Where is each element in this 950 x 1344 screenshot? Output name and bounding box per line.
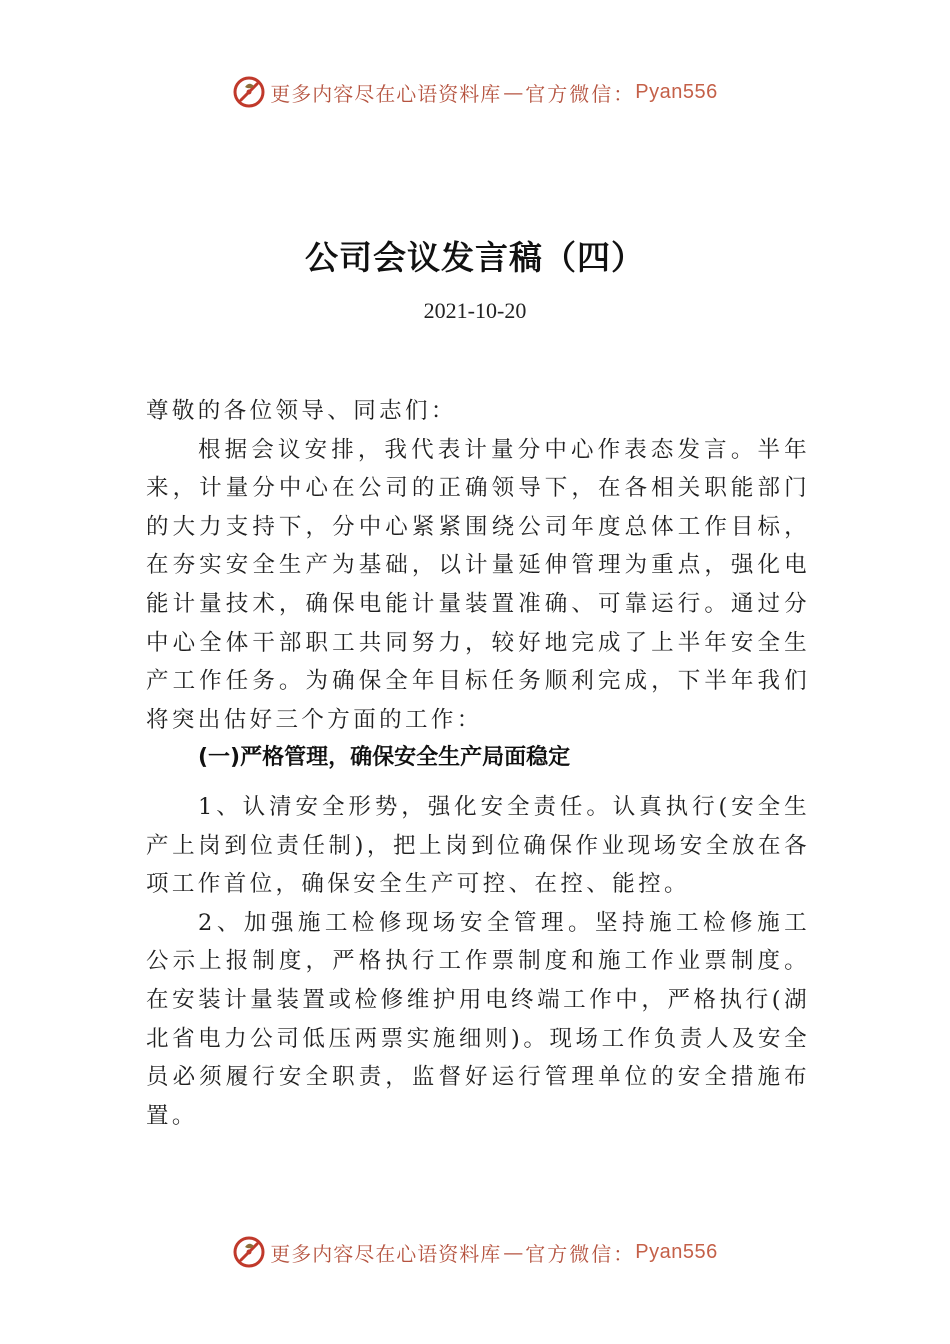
banner-contact-id: Pyan556 (635, 80, 718, 103)
brand-logo-icon (232, 75, 266, 109)
list-item: 2、加强施工检修现场安全管理。坚持施工检修施工公示上报制度，严格执行工作票制度和施工作业票制度。在安装计量装置或检修维护用电终端工作中，严格执行(湖北省电力公司低压两票实施细则)。现场工作负责人及安全员必须履行安全职责，监督好运行管理单位的安全措施布置。 (146, 909, 810, 1129)
list-item: 1、认清安全形势，强化安全责任。认真执行(安全生产上岗到位责任制)，把上岗到位确保作业现场安全放在各项工作首位，确保安全生产可控、在控、能控。 (146, 793, 810, 898)
document-date: 2021-10-20 (423, 298, 527, 323)
banner-separator: — (503, 80, 524, 104)
brand-logo-icon (232, 1235, 266, 1269)
banner-separator: — (503, 1240, 524, 1264)
intro-paragraph: 根据会议安排，我代表计量分中心作表态发言。半年来，计量分中心在公司的正确领导下，在各相关职能部门的大力支持下，分中心紧紧围绕公司年度总体工作目标，在夯实安全生产为基础，以计量延伸管理为重点，强化电能计量技术，确保电能计量装置准确、可靠运行。通过分中心全体干部职工共同努力，较好地完成了上半年安全生产工作任务。为确保全年目标任务顺利完成，下半年我们将突出估好三个方面的工作： (146, 436, 810, 733)
banner-contact-label: 官方微信： (525, 81, 636, 106)
header-banner (0, 72, 950, 112)
section-heading: (一)严格管理，确保安全生产局面稳定 (198, 745, 571, 771)
banner-slogan: 更多内容尽在心语资料库 (270, 1241, 502, 1266)
document-title: 公司会议发言稿（四） (305, 238, 645, 277)
banner-slogan: 更多内容尽在心语资料库 (270, 81, 502, 106)
banner-contact-id: Pyan556 (635, 1240, 718, 1263)
banner-contact-label: 官方微信： (525, 1241, 636, 1266)
document-body (146, 392, 810, 1135)
footer-banner (0, 1232, 950, 1272)
salutation: 尊敬的各位领导、同志们： (146, 398, 457, 424)
